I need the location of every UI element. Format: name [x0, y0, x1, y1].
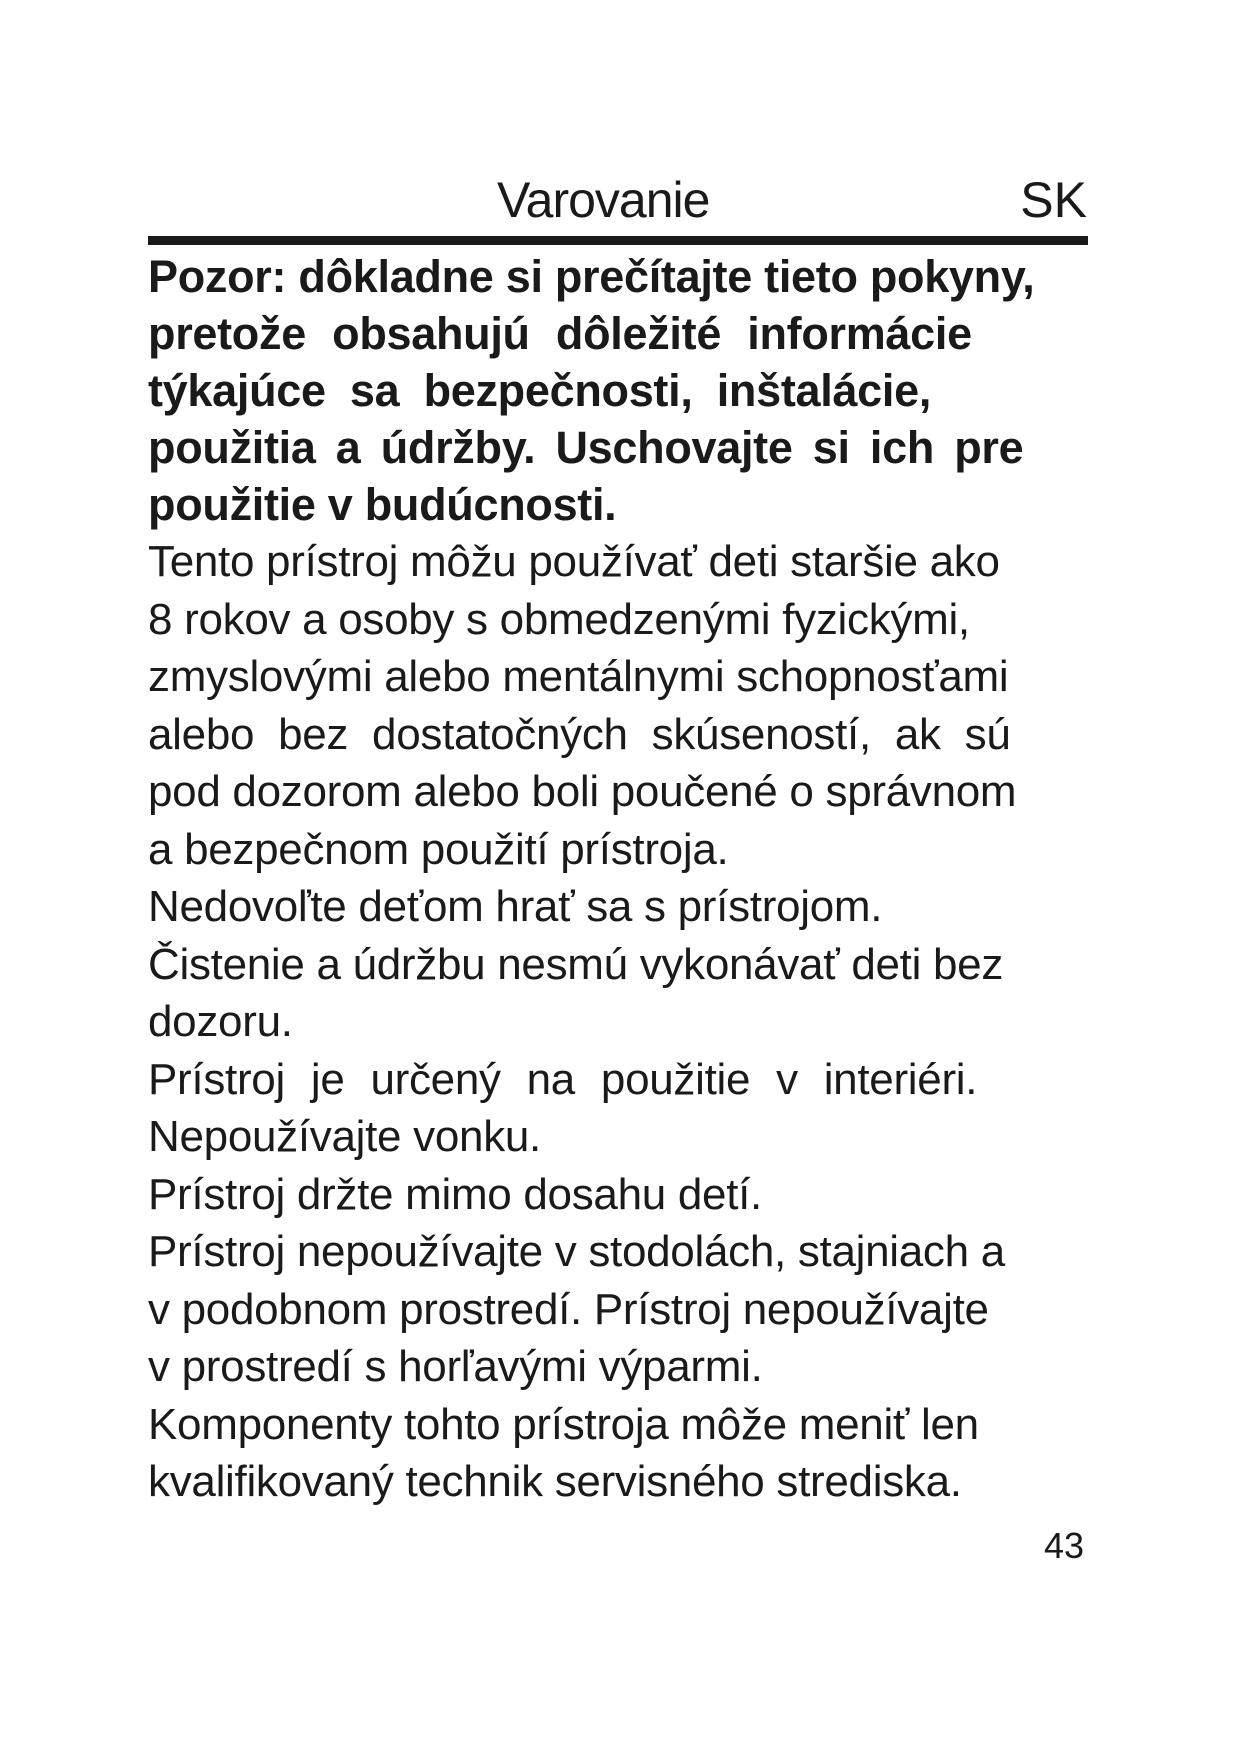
body-line: v prostredí s horľavými výparmi.: [148, 1342, 763, 1391]
body-line: kvalifikovaný technik servisného strediska.: [148, 1457, 962, 1506]
page-number: 43: [1043, 1525, 1084, 1566]
warning-line: pretože obsahujú dôležité informácie: [148, 308, 972, 359]
body-line: 8 rokov a osoby s obmedzenými fyzickými,: [148, 594, 970, 644]
header-rule: [148, 236, 1088, 245]
body-line: Prístroj držte mimo dosahu detí.: [148, 1169, 762, 1219]
body-line: Čistenie a údržbu nesmú vykonávať deti bez: [148, 939, 1004, 989]
body-line: Nedovoľte deťom hrať sa s prístrojom.: [148, 882, 883, 931]
section-title: Varovanie: [497, 172, 710, 228]
warning-line: Pozor: dôkladne si prečítajte tieto pokyny,: [148, 251, 1035, 302]
warning-line: použitie v budúcnosti.: [148, 479, 617, 530]
body-line: dozoru.: [148, 997, 293, 1046]
body-line: Prístroj nepoužívajte v stodolách, stajniach a: [148, 1227, 1005, 1276]
body-line: Tento prístroj môžu používať deti staršie ako: [148, 537, 1000, 586]
body-line: Prístroj je určený na použitie v interiéri.: [148, 1054, 978, 1104]
body-line: v podobnom prostredí. Prístroj nepoužívajte: [148, 1284, 989, 1334]
warning-line: týkajúce sa bezpečnosti, inštalácie,: [148, 365, 932, 416]
page-content: [148, 248, 1118, 1511]
body-line: zmyslovými alebo mentálnymi schopnosťami: [148, 652, 1009, 701]
body-text: [148, 533, 1118, 1511]
body-line: Nepoužívajte vonku.: [148, 1112, 541, 1161]
warning-line: použitia a údržby. Uschovajte si ich pre: [148, 422, 1024, 473]
body-line: Komponenty tohto prístroja môže meniť len: [148, 1399, 979, 1449]
language-code: SK: [1020, 172, 1087, 228]
body-line: pod dozorom alebo boli poučené o správnom: [148, 767, 1017, 816]
warning-paragraph: [148, 248, 1118, 533]
page-header: [150, 172, 1087, 228]
body-line: alebo bez dostatočných skúseností, ak sú: [148, 709, 1011, 759]
body-line: a bezpečnom použití prístroja.: [148, 824, 729, 874]
